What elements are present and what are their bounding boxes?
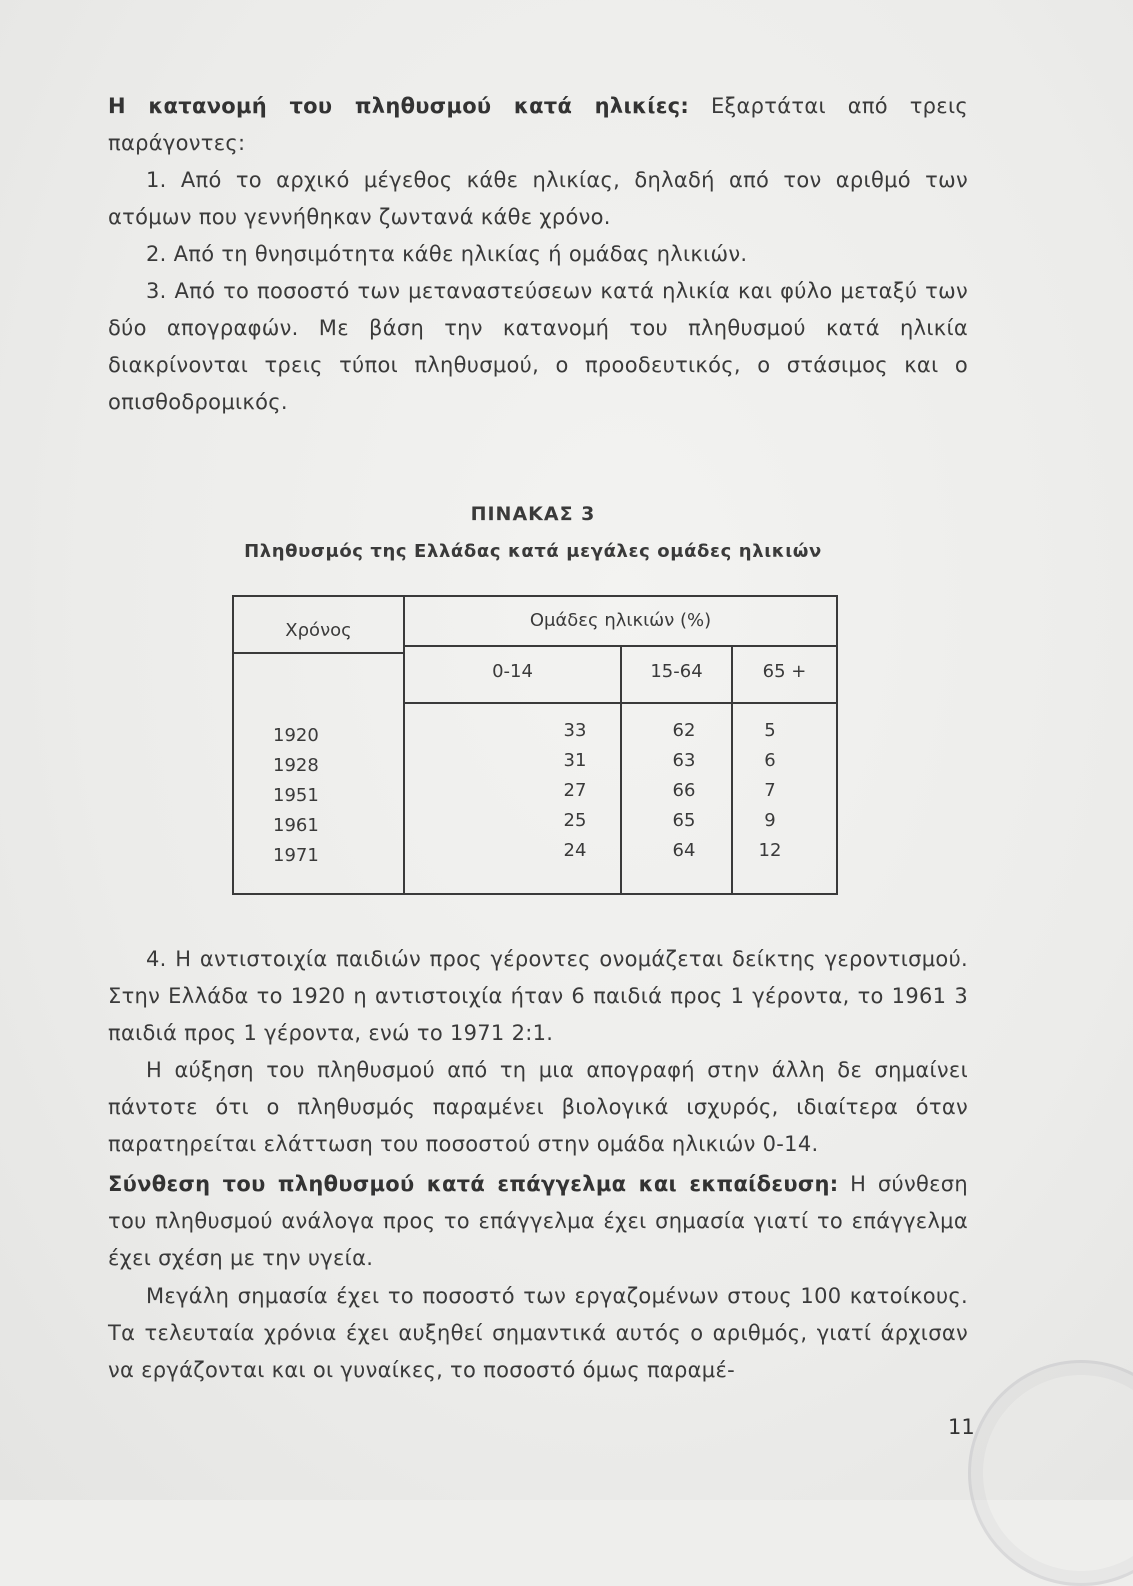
subheader-15-64: 15-64 — [650, 661, 703, 682]
paragraph-population-growth: Η αύξηση του πληθυσμού από τη μια απογραφή στην άλλη δε σημαίνει πάντοτε ότι ο πληθυσμός παραμένει βιολογικά ισχυρός, ιδιαίτερα όταν παρατηρείται ελάττωση του ποσοστού στην ομάδα ηλικιών 0-14. — [108, 1058, 968, 1156]
table-cell-0-14: 27 — [563, 780, 587, 801]
table-cell-65-plus: 5 — [764, 720, 776, 741]
table-subtitle: Πληθυσμός της Ελλάδας κατά μεγάλες ομάδες ηλικιών — [244, 541, 822, 562]
table-row-year: 1961 — [273, 815, 319, 836]
table-cell-0-14: 25 — [563, 810, 587, 831]
table-cell-65-plus: 7 — [764, 780, 776, 801]
table-cell-0-14: 24 — [563, 840, 587, 861]
table-cell-0-14: 33 — [563, 720, 587, 741]
table-border-right — [836, 595, 838, 895]
table-divider-col1 — [620, 645, 622, 895]
page-number: 11 — [948, 1415, 975, 1439]
table-title: ΠΙΝΑΚΑΣ 3 — [470, 503, 596, 525]
section-occupation-education — [108, 1166, 968, 1277]
table-cell-15-64: 65 — [672, 810, 696, 831]
table-divider-col2 — [731, 645, 733, 895]
section-occupation-intro: Η σύνθεση του πληθυσμού ανάλογα προς το επάγγελμα έχει σημασία γιατί το επάγγελμα έχει σχέση με την υγεία. — [108, 1172, 968, 1270]
table-row-year: 1951 — [273, 785, 319, 806]
table-cell-15-64: 62 — [672, 720, 696, 741]
table-cell-15-64: 66 — [672, 780, 696, 801]
list-item-1: 1. Από το αρχικό μέγεθος κάθε ηλικίας, δηλαδή από τον αριθμό των ατόμων που γεννήθηκαν ζωντανά κάθε χρόνο. — [108, 168, 968, 229]
table-row-year: 1920 — [273, 725, 319, 746]
paragraph-employment-rate: Μεγάλη σημασία έχει το ποσοστό των εργαζομένων στους 100 κατοίκους. Τα τελευταία χρόνια έχει αυξηθεί σημαντικά αυτός ο αριθμός, γιατί άρχισαν να εργάζονται και οι γυναίκες, το ποσοστό όμως παραμέ- — [108, 1284, 968, 1382]
subheader-0-14: 0-14 — [492, 661, 533, 682]
list-item-3: 3. Από το ποσοστό των μεταναστεύσεων κατά ηλικία και φύλο μεταξύ των δύο απογραφών. Με βάση την κατανομή του πληθυσμού κατά ηλικία διακρίνονται τρεις τύποι πληθυσμού, ο προοδευτικός, ο στάσιμος και ο οπισθοδρομικός. — [108, 279, 968, 414]
section-intro-text: Εξαρτάται από τρεις παράγοντες: — [108, 94, 968, 155]
section-heading-age: Η κατανομή του πληθυσμού κατά ηλικίες: — [108, 94, 690, 118]
table-border-bottom — [232, 893, 838, 895]
paragraph-gerontism-index: 4. Η αντιστοιχία παιδιών προς γέροντες ονομάζεται δείκτης γεροντισμού. Στην Ελλάδα το 1920 η αντιστοιχία ήταν 6 παιδιά προς 1 γέροντα, το 1961 3 παιδιά προς 1 γέροντα, ενώ το 1971 2:1. — [108, 947, 968, 1045]
column-header-year: Χρόνος — [285, 620, 352, 641]
table-divider-year — [403, 595, 405, 895]
section-heading-occupation: Σύνθεση του πληθυσμού κατά επάγγελμα και εκπαίδευση: — [108, 1172, 839, 1196]
table-border-top — [232, 595, 838, 597]
list-item-2: 2. Από τη θνησιμότητα κάθε ηλικίας ή ομάδας ηλικιών. — [146, 242, 748, 266]
table-cell-15-64: 63 — [672, 750, 696, 771]
subheader-65-plus: 65 + — [762, 661, 807, 682]
table-row-year: 1928 — [273, 755, 319, 776]
table-header-rule-year — [232, 652, 405, 654]
column-header-age-groups: Ομάδες ηλικιών (%) — [529, 610, 712, 631]
table-cell-65-plus: 12 — [758, 840, 782, 861]
table-cell-65-plus: 9 — [764, 810, 776, 831]
table-cell-15-64: 64 — [672, 840, 696, 861]
table-row-year: 1971 — [273, 845, 319, 866]
table-cell-0-14: 31 — [563, 750, 587, 771]
table-cell-65-plus: 6 — [764, 750, 776, 771]
section-age-distribution-intro — [108, 88, 968, 162]
